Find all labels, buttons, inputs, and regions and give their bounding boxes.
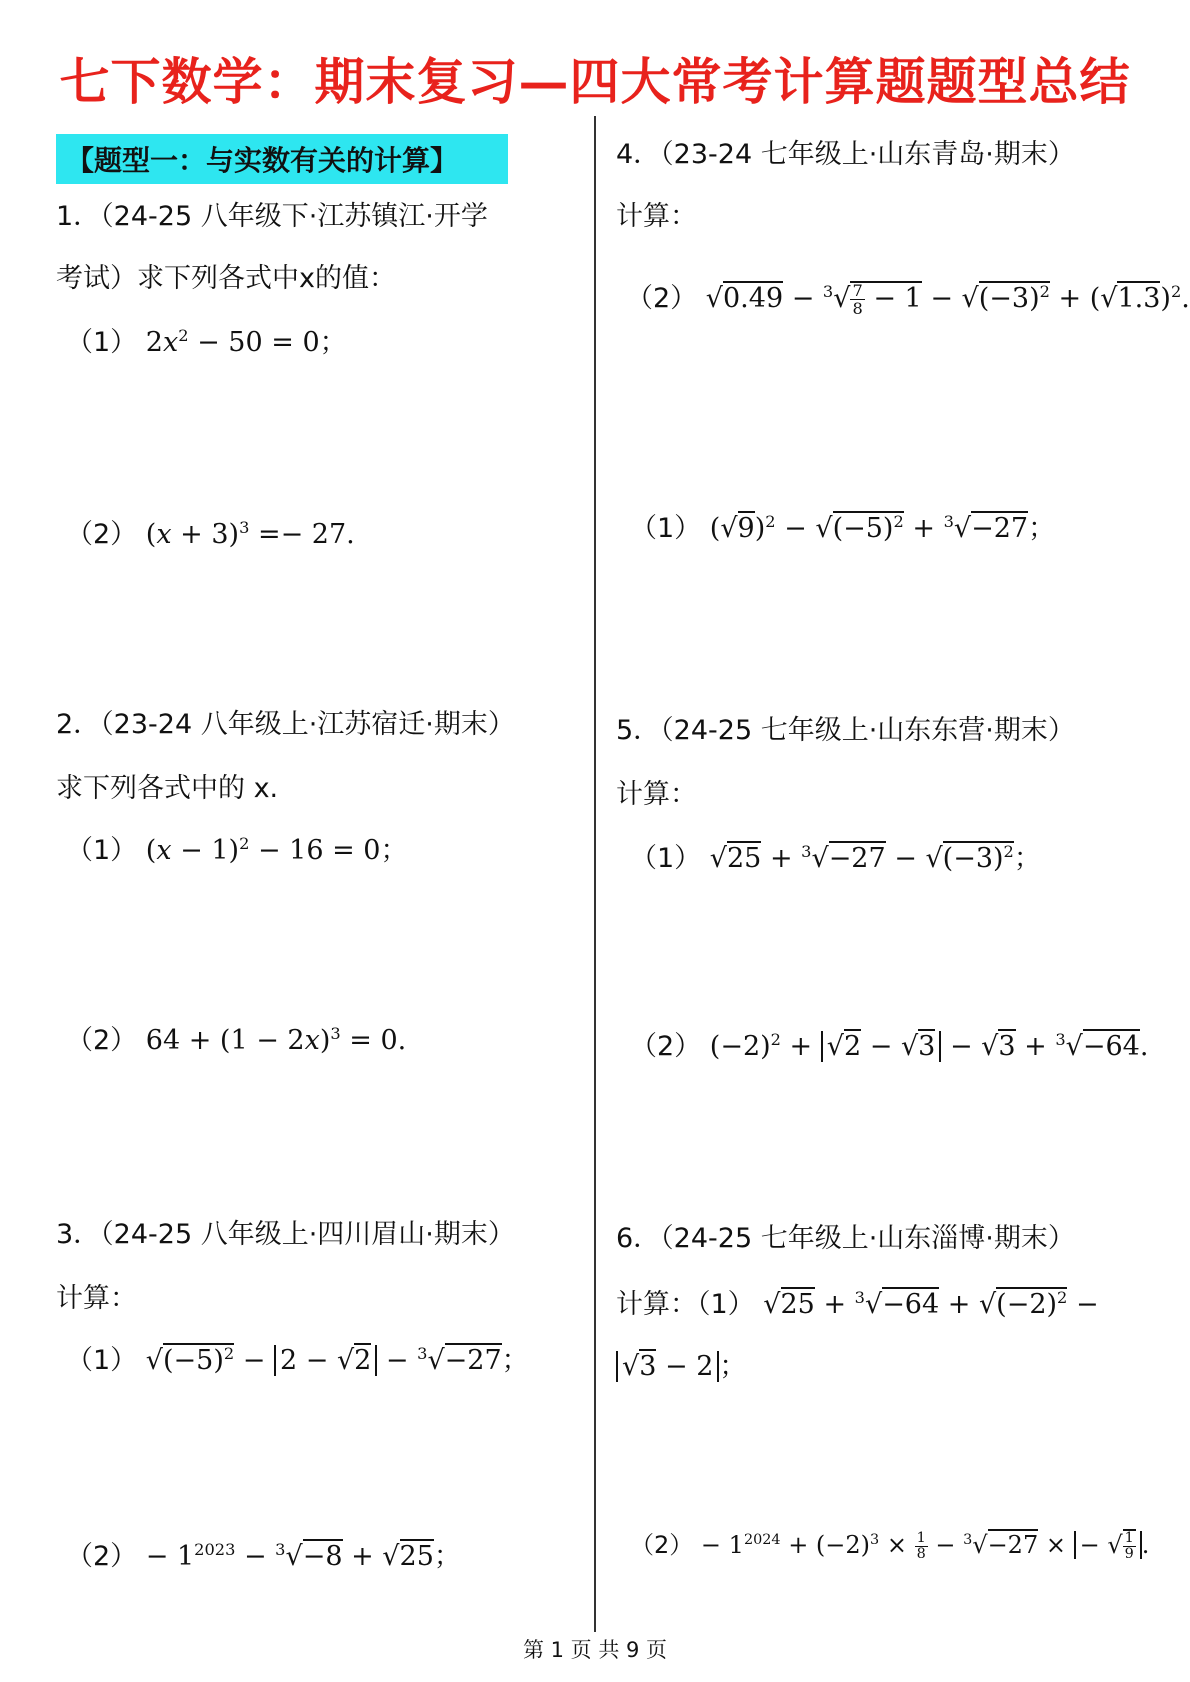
- q2-part2-label: （2）: [66, 1025, 138, 1056]
- column-divider: [594, 116, 596, 1632]
- q3-part2-expr: − $1^{2023} - ^3√-8 + √25$；: [145, 1540, 461, 1572]
- q4-part1-label: （1）: [630, 513, 702, 544]
- q3-heading: 3．（24-25 八年级上·四川眉山·期末）: [56, 1219, 515, 1250]
- q4-part1-expr: $(√9)^2 - √(-5)^2 + ^3√-27$；: [709, 512, 1056, 544]
- q1-heading: 1．（24-25 八年级下·江苏镇江·开学: [56, 201, 488, 232]
- q3-heading-cont: 计算：: [56, 1283, 137, 1314]
- q1-part2: [66, 518, 355, 552]
- q4-part2: [626, 282, 1190, 317]
- q2-heading-cont: 求下列各式中的 x.: [56, 773, 279, 804]
- q6-heading-cont: 计算：（1）: [616, 1289, 755, 1320]
- q2-part2: [66, 1024, 406, 1058]
- q6-heading: 6．（24-25 七年级上·山东淄博·期末）: [616, 1223, 1075, 1254]
- q6-part1-expr: $√25 + ^3√-64 + √(-2)^2$ −: [763, 1288, 1099, 1320]
- q5-part2-expr: $(-2)^2 + √2 - √3 - √3 + ^3√-64$.: [709, 1030, 1149, 1062]
- q5-part1-label: （1）: [630, 843, 702, 874]
- q6-part1: [616, 1288, 1099, 1322]
- q1-part1-expr: $2x^2 - 50 = 0$；: [145, 326, 347, 358]
- q1-part1: [66, 326, 347, 360]
- q1-part2-label: （2）: [66, 519, 138, 550]
- q3-part1-expr: $√(-5)^2 - 2 - √2 - ^3√-27$；: [145, 1344, 529, 1376]
- q5-heading: 5．（24-25 七年级上·山东东营·期末）: [616, 715, 1075, 746]
- q1-heading-cont: 考试）求下列各式中x的值：: [56, 263, 396, 294]
- q2-part1-label: （1）: [66, 835, 138, 866]
- q3-part2: [66, 1540, 461, 1574]
- q1-part2-expr: $(x + 3)^3 =- 27$.: [145, 518, 355, 550]
- q6-part1-cont: [616, 1350, 746, 1384]
- q1-part1-label: （1）: [66, 327, 138, 358]
- q4-part1: [630, 512, 1055, 546]
- q2-heading: 2．（23-24 八年级上·江苏宿迁·期末）: [56, 709, 515, 740]
- q3-part1: [66, 1344, 529, 1378]
- page-title: 七下数学：期末复习—四大常考计算题题型总结: [59, 52, 1131, 111]
- q2-part1-expr: $(x - 1)^2 - 16 = 0$；: [145, 834, 408, 866]
- q6-part2: [630, 1530, 1149, 1562]
- q3-part1-label: （1）: [66, 1345, 138, 1376]
- section-tag: 【题型一：与实数有关的计算】: [56, 134, 508, 184]
- q4-part2-label: （2）: [626, 283, 698, 314]
- q5-part1: [630, 842, 1041, 876]
- page-footer: 第 1 页 共 9 页: [522, 1638, 668, 1662]
- q2-part2-expr: $64 + (1 - 2x)^3 = 0$.: [145, 1024, 407, 1056]
- q4-heading: 4．（23-24 七年级上·山东青岛·期末）: [616, 139, 1075, 170]
- q6-part2-expr: − $1^{2024} + (-2)^3$ × $\frac{1}{8}$ − $^3$√−27 × − √ $\frac{1}{9}$ .: [700, 1529, 1150, 1562]
- q5-heading-cont: 计算：: [616, 779, 697, 810]
- q5-part2-label: （2）: [630, 1031, 702, 1062]
- q5-part1-expr: $√25 + ^3√-27 - √(-3)^2$；: [709, 842, 1041, 874]
- q2-part1: [66, 834, 408, 868]
- q6-part1-expr-cont: √3 − 2 ；: [616, 1351, 746, 1382]
- q4-part2-expr: √0.49 − $^3$√ $\frac{7}{8}$ − $1 - √(-3)^2 + (√1.3)^2$.: [705, 281, 1190, 318]
- q6-part2-label: （2）: [630, 1531, 694, 1559]
- q4-heading-cont: 计算：: [616, 201, 697, 232]
- q3-part2-label: （2）: [66, 1541, 138, 1572]
- q5-part2: [630, 1030, 1148, 1064]
